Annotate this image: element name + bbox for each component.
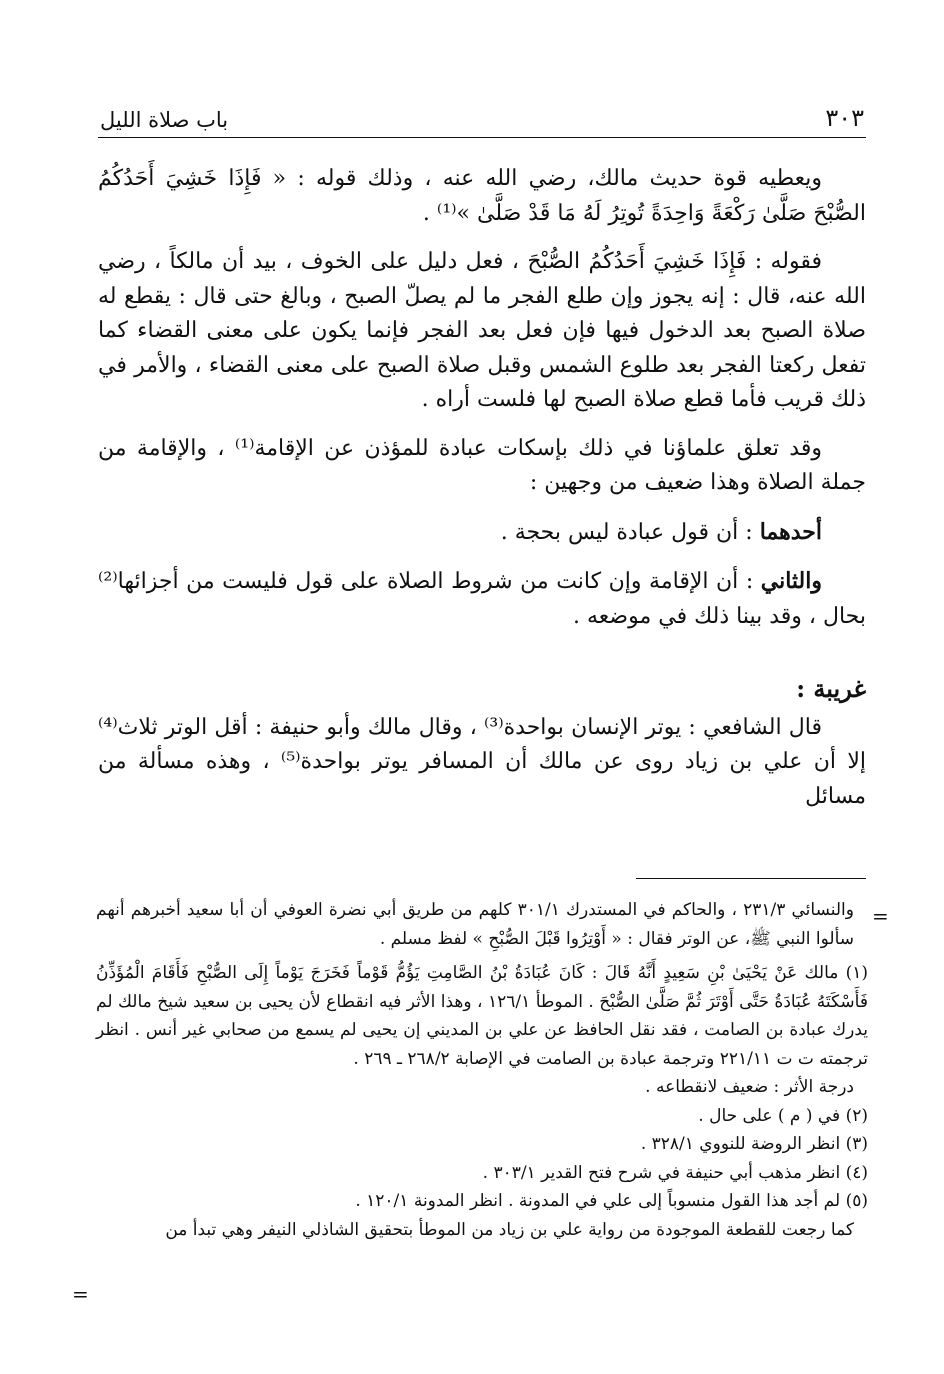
paragraph: ويعطيه قوة حديث مالك، رضي الله عنه ، وذلك قوله : « فَإِذَا خَشِيَ أَحَدُكُمُ الصُّبْحَ صَلَّىٰ رَكْعَةً وَاحِدَةً تُوتِرُ لَهُ مَا قَدْ صَلَّىٰ »⁽¹⁾ . (98, 166, 866, 226)
footnote-5-continuation: كما رجعت للقطعة الموجودة من رواية علي بن زياد من الموطأ بتحقيق الشاذلي النيفر وهي تبدأ من (165, 1219, 854, 1240)
continues-mark: = (72, 1282, 89, 1306)
footnote-2: (٢) في ( م ) على حال . (698, 1105, 868, 1126)
footnote-1-grade: درجة الأثر : ضعيف لانقطاعه . (645, 1077, 854, 1097)
paragraph: وقد تعلق علماؤنا في ذلك بإسكات عبادة للمؤذن عن الإقامة⁽¹⁾ ، والإقامة من جملة الصلاة وهذا ضعيف من وجهين : (98, 435, 866, 495)
paragraph: والثاني : أن الإقامة وإن كانت من شروط الصلاة على قول فليست من أجزائها⁽²⁾ بحال ، وقد بينا ذلك في موضعه . (98, 568, 866, 629)
page-number: ٣٠٣ (825, 104, 864, 132)
footnote-separator (636, 878, 866, 879)
footnote-4: (٤) انظر مذهب أبي حنيفة في شرح فتح القدير ٣٠٣/١ . (482, 1162, 868, 1183)
footnote-continuation: والنسائي ٢٣١/٣ ، والحاكم في المستدرك ٣٠١/١ كلهم من طريق أبي نضرة العوفي أن أبا سعيد أخبرهم أنهم سألوا النبي ﷺ، عن الوتر فقال : « أَوْتِرُوا قَبْلَ الصُّبْحِ » لفظ مسلم . (96, 900, 854, 949)
paragraph: أحدهما : أن قول عبادة ليس بحجة . (500, 518, 822, 545)
footnotes (96, 896, 868, 1244)
header-rule (98, 137, 866, 138)
footnote-3: (٣) انظر الروضة للنووي ٣٢٨/١ . (640, 1134, 868, 1154)
footnote-5: (٥) لم أجد هذا القول منسوباً إلى علي في المدونة . انظر المدونة ١٢٠/١ . (355, 1191, 868, 1211)
running-header (100, 92, 864, 132)
footnote-1: (١) مالك عَنْ يَحْيَىٰ بْنِ سَعِيدٍ أَنَّهُ قَالَ : كَانَ عُبَادَةُ بْنُ الصَّامِتِ يَؤُمُّ قَوْماً فَخَرَجَ يَوْماً إِلَى الصُّبْحِ فَأَقَامَ الْمُؤَذِّنُ فَأَسْكَتَهُ عُبَادَةُ حَتَّى أَوْتَرَ ثُمَّ صَلَّىٰ الصُّبْحَ . الموطأ ١٢٦/١ ، وهذا الأثر فيه انقطاع لأن يحيى بن سعيد شيخ مالك لم يدرك عبادة بن الصامت ، فقد نقل الحافظ عن علي بن المديني إن يحيى لم يسمع من صحابي غير أنس . انظر ترجمته ت ت ٢٢١/١١ وترجمة عبادة بن الصامت في الإصابة ٢٦٨/٢ ـ ٢٦٩ . (96, 963, 868, 1069)
chapter-title: باب صلاة الليل (100, 108, 229, 132)
continuation-mark: = (872, 904, 889, 928)
paragraph: فقوله : فَإِذَا خَشِيَ أَحَدُكُمُ الصُّبْحَ ، فعل دليل على الخوف ، بيد أن مالكاً ، رضي الله عنه، قال : إنه يجوز وإن طلع الفجر ما لم يصلّ الصبح ، وبالغ حتى قال : يقطع له صلاة الصبح بعد الدخول فيها فإن فعل بعد الفجر فإنما يكون على معنى القضاء كما تفعل ركعتا الفجر بعد طلوع الشمس وقبل صلاة الصبح على معنى القضاء ، والأمر في ذلك قريب فأما قطع صلاة الصبح لها فلست أراه . (98, 249, 866, 412)
paragraph-lead: والثاني (760, 568, 822, 594)
main-text (98, 162, 866, 828)
section-heading: غريبة : (796, 674, 866, 703)
section-paragraph: قال الشافعي : يوتر الإنسان بواحدة⁽³⁾ ، وقال مالك وأبو حنيفة : أقل الوتر ثلاث⁽⁴⁾ إلا أن علي بن زياد روى عن مالك أن المسافر يوتر بواحدة⁽⁵⁾ ، وهذه مسألة من مسائل (98, 714, 866, 809)
paragraph-lead: أحدهما (759, 518, 822, 545)
